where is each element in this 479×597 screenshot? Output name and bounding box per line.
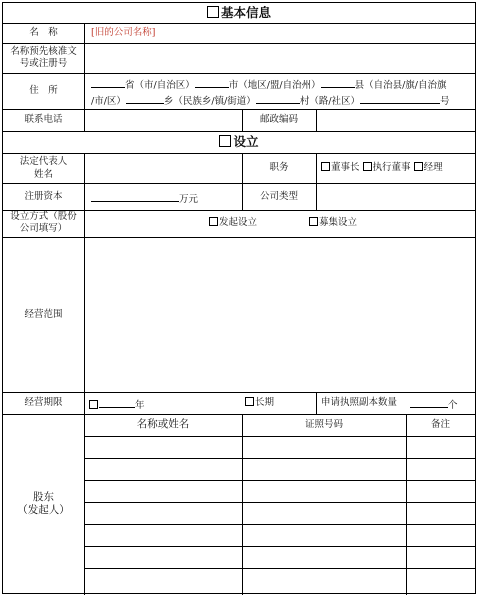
- address-label: 住 所: [29, 85, 58, 96]
- postcode-label: 邮政编码: [259, 114, 298, 125]
- legal-rep-name-field[interactable]: [87, 156, 239, 181]
- copies-blank[interactable]: [410, 397, 448, 408]
- method-label-line2: 公司填写）: [19, 223, 68, 234]
- section-title: 设立: [233, 134, 259, 149]
- section-header-basic: [3, 6, 475, 19]
- position-label: 职务: [269, 162, 289, 173]
- checkbox-icon: [219, 135, 231, 147]
- county-blank[interactable]: [321, 77, 355, 88]
- shareholders-label-line2: （发起人）: [17, 504, 70, 516]
- method-option-public[interactable]: 募集设立: [309, 217, 357, 229]
- precheck-number-field[interactable]: [87, 46, 472, 71]
- shareholder-column-id: 证照号码: [304, 419, 343, 430]
- company-name-value[interactable]: [旧的公司名称]: [91, 27, 156, 38]
- checkbox-icon[interactable]: [309, 217, 318, 226]
- position-option-manager[interactable]: 经理: [414, 162, 443, 173]
- name-label: 名 称: [29, 27, 58, 38]
- shareholder-column-name: 名称或姓名: [136, 418, 190, 430]
- phone-label: 联系电话: [24, 114, 63, 125]
- method-option-sponsor[interactable]: 发起设立: [209, 217, 257, 229]
- town-blank[interactable]: [126, 93, 164, 104]
- term-years-option[interactable]: 年: [89, 397, 145, 412]
- section-title: 基本信息: [220, 5, 271, 20]
- scope-field[interactable]: [87, 240, 473, 390]
- company-type-label: 公司类型: [259, 191, 298, 202]
- method-label-line1: 设立方式（股份: [10, 211, 77, 222]
- copies-label: 申请执照副本数量: [321, 397, 398, 408]
- checkbox-icon[interactable]: [363, 162, 372, 171]
- shareholders-label-line1: 股东: [33, 491, 54, 503]
- checkbox-icon[interactable]: [414, 162, 423, 171]
- legal-rep-label-line2: 姓名: [33, 169, 53, 180]
- scope-label: 经营范围: [24, 309, 63, 320]
- precheck-label-line1: 名称预先核准文: [10, 46, 77, 57]
- term-label: 经营期限: [24, 397, 63, 408]
- company-type-field[interactable]: [319, 186, 473, 208]
- position-option-chairman[interactable]: 董事长: [321, 162, 360, 173]
- address-line-1[interactable]: 省（市/自治区） 市（地区/盟/自治州） 县（自治县/旗/自治旗: [91, 77, 447, 92]
- term-long-option[interactable]: 长期: [245, 397, 274, 409]
- postcode-field[interactable]: [319, 112, 473, 129]
- shareholder-column-remarks: 备注: [430, 419, 450, 430]
- registration-form: [2, 2, 476, 594]
- province-blank[interactable]: [91, 77, 125, 88]
- legal-rep-label-line1: 法定代表人: [19, 156, 68, 167]
- capital-blank[interactable]: [91, 191, 179, 202]
- section-header-setup: [3, 135, 475, 148]
- position-options: [321, 162, 443, 174]
- capital-label: 注册资本: [24, 191, 63, 202]
- checkbox-icon[interactable]: [321, 162, 330, 171]
- checkbox-icon[interactable]: [209, 217, 218, 226]
- position-option-executive-director[interactable]: 执行董事: [363, 162, 411, 173]
- checkbox-icon: [207, 6, 219, 18]
- checkbox-icon[interactable]: [89, 400, 98, 409]
- capital-field[interactable]: 万元: [91, 191, 198, 206]
- address-line-2[interactable]: /市/区） 乡（民族乡/镇/街道） 村（路/社区） 号: [91, 93, 450, 108]
- street-number-blank[interactable]: [360, 93, 440, 104]
- city-blank[interactable]: [195, 77, 229, 88]
- term-years-blank[interactable]: [99, 397, 135, 408]
- checkbox-icon[interactable]: [245, 397, 254, 406]
- village-blank[interactable]: [256, 93, 300, 104]
- copies-field[interactable]: 个: [410, 397, 458, 412]
- precheck-label-line2: 号或注册号: [19, 58, 68, 69]
- phone-field[interactable]: [87, 112, 239, 129]
